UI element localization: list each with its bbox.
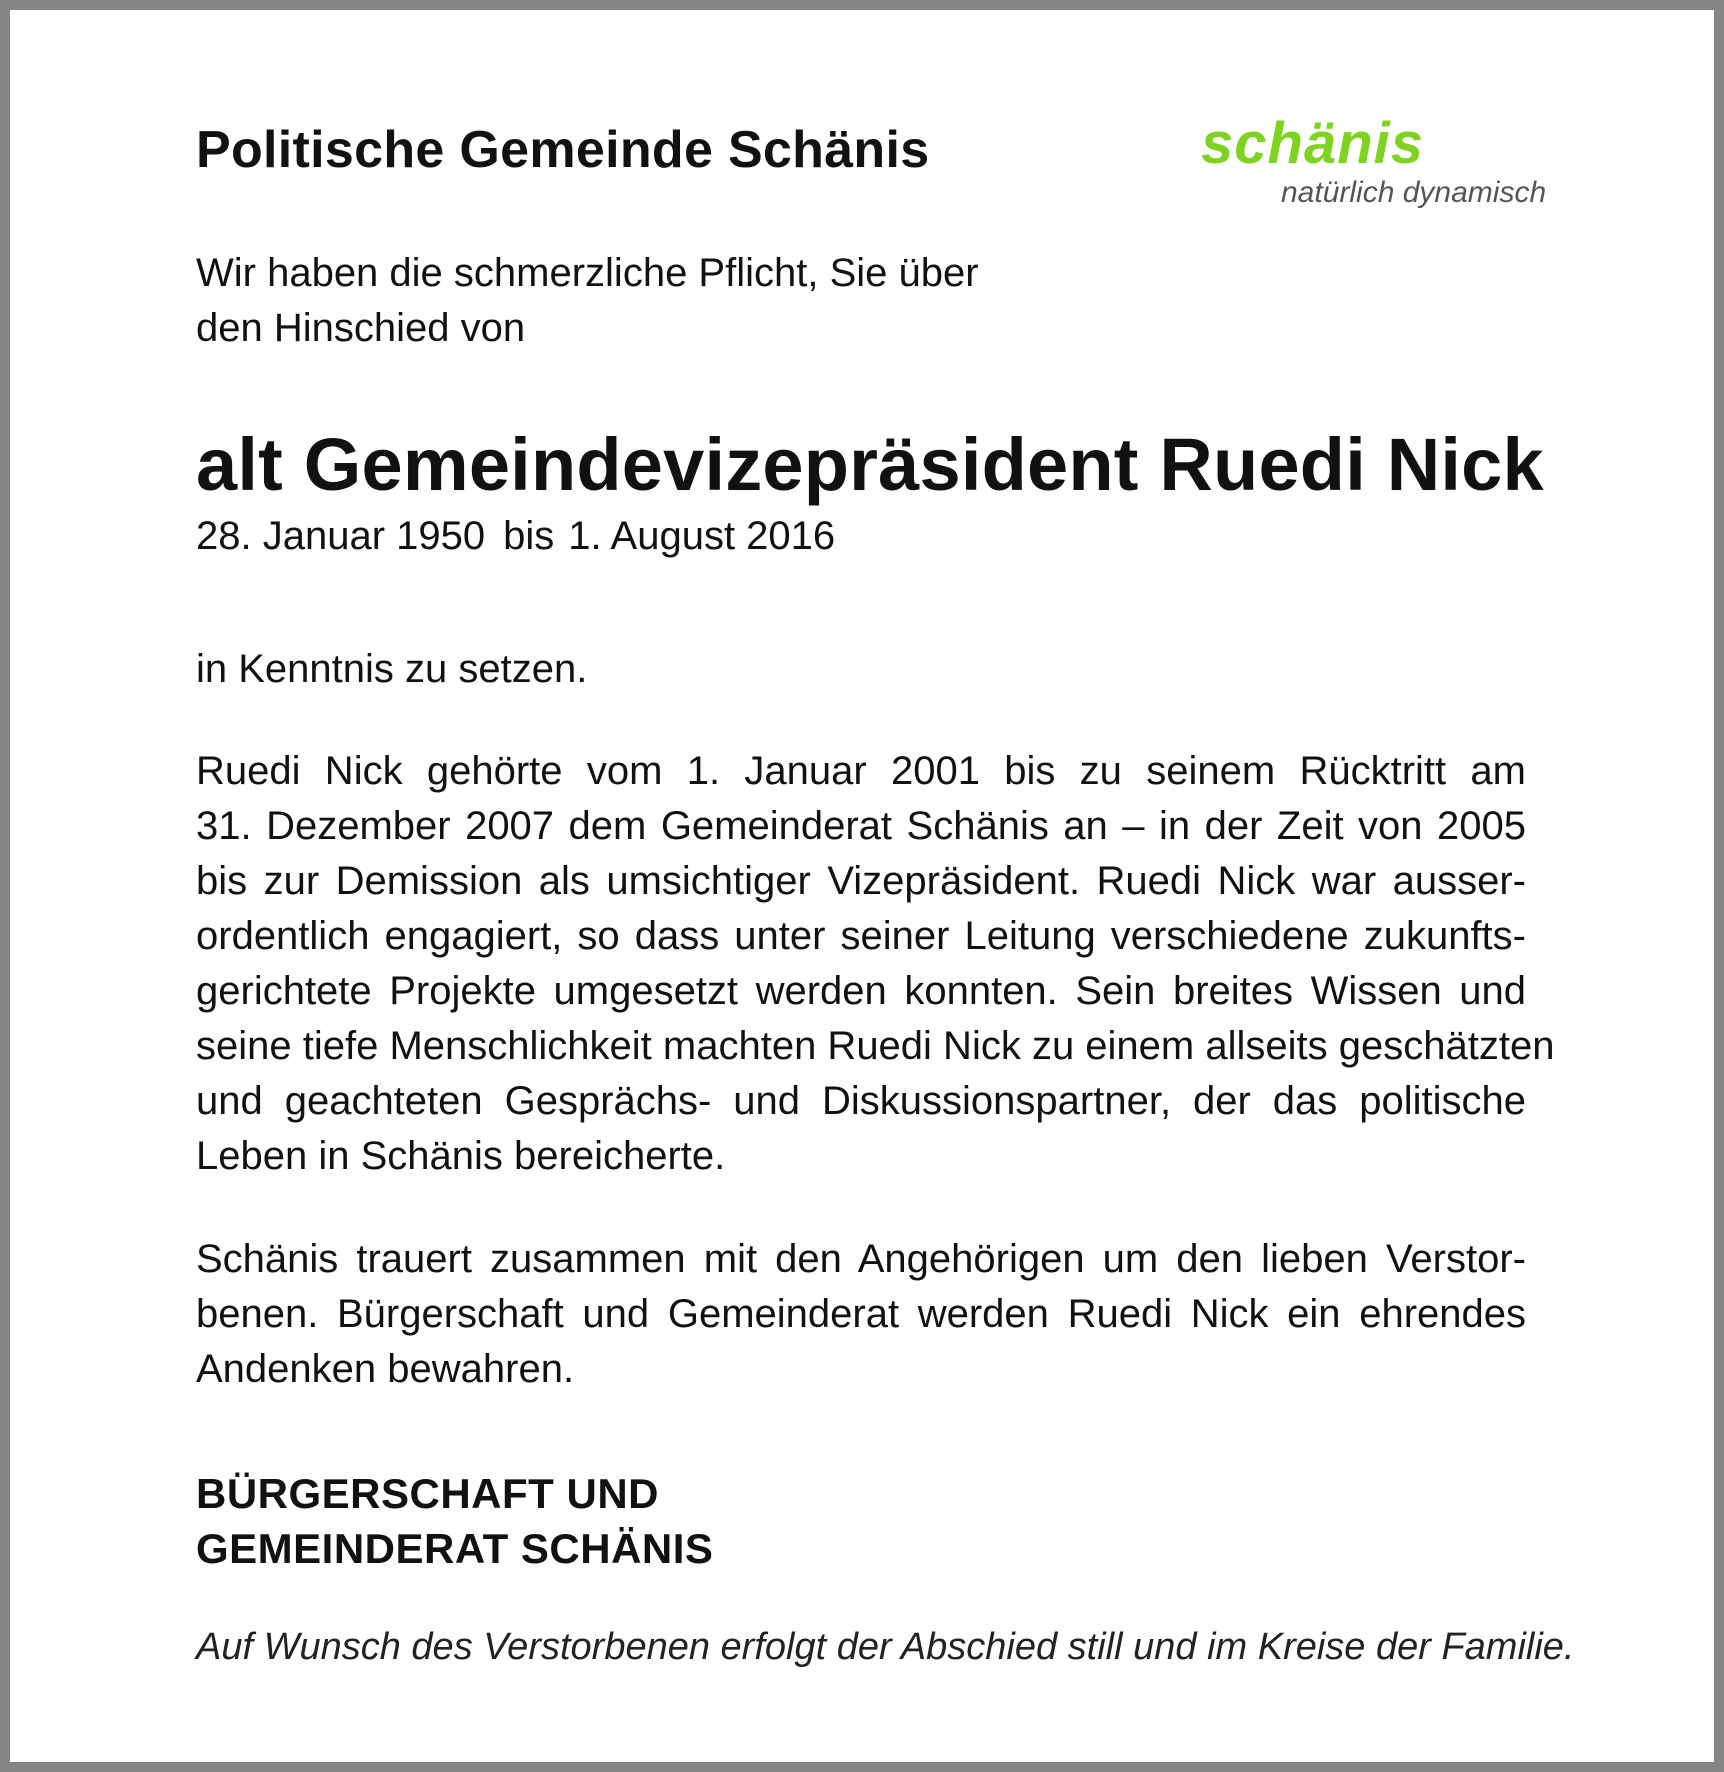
signature-line: GEMEINDERAT SCHÄNIS — [196, 1525, 714, 1572]
logo-tagline: natürlich dynamisch — [1281, 176, 1547, 209]
paragraph-line: Schänis trauert zusammen mit den Angehörigen um den lieben Verstor- — [196, 1237, 1526, 1281]
intro-line: den Hinschied von — [196, 306, 526, 350]
intro-text — [196, 246, 1016, 356]
kenntnis-paragraph — [196, 642, 1526, 697]
paragraph-line: ordentlich engagiert, so dass unter seiner Leitung verschiedene zukunfts- — [196, 914, 1526, 958]
intro-line: Wir haben die schmerzliche Pflicht, Sie über — [196, 251, 979, 295]
schaenis-logo — [1195, 110, 1547, 220]
tribute-paragraph — [196, 744, 1555, 1184]
signature-block — [196, 1466, 713, 1576]
organization-title: Politische Gemeinde Schänis — [196, 121, 930, 179]
birth-date: 28. Januar 1950 — [196, 514, 486, 558]
life-dates — [196, 514, 835, 559]
paragraph-line: gerichtete Projekte umgesetzt werden konnten. Sein breites Wissen und — [196, 969, 1526, 1013]
paragraph-line: und geachteten Gesprächs- und Diskussionspartner, der das politische — [196, 1079, 1526, 1123]
paragraph-line: Ruedi Nick gehörte vom 1. Januar 2001 bis zu seinem Rücktritt am — [196, 749, 1526, 793]
mourning-paragraph — [196, 1232, 1526, 1397]
paragraph-line: bis zur Demission als umsichtiger Vizepräsident. Ruedi Nick war ausser- — [196, 859, 1526, 903]
paragraph-line: Leben in Schänis bereicherte. — [196, 1134, 726, 1178]
signature-line: BÜRGERSCHAFT UND — [196, 1470, 659, 1517]
paragraph-line: 31. Dezember 2007 dem Gemeinderat Schänis an – in der Zeit von 2005 — [196, 804, 1526, 848]
paragraph-line: in Kenntnis zu setzen. — [196, 647, 588, 691]
paragraph-line: Andenken bewahren. — [196, 1347, 575, 1391]
death-date: 1. August 2016 — [568, 514, 836, 558]
paragraph-line: seine tiefe Menschlichkeit machten Ruedi Nick zu einem allseits geschätzten — [196, 1024, 1555, 1068]
paragraph-line: benen. Bürgerschaft und Gemeinderat werden Ruedi Nick ein ehrendes — [196, 1292, 1526, 1336]
deceased-headline: alt Gemeindevizepräsident Ruedi Nick — [196, 423, 1544, 506]
logo-wordmark: schänis — [1201, 111, 1424, 176]
dates-connector: bis — [503, 514, 555, 558]
farewell-note: Auf Wunsch des Verstorbenen erfolgt der Abschied still und im Kreise der Familie. — [196, 1626, 1575, 1668]
